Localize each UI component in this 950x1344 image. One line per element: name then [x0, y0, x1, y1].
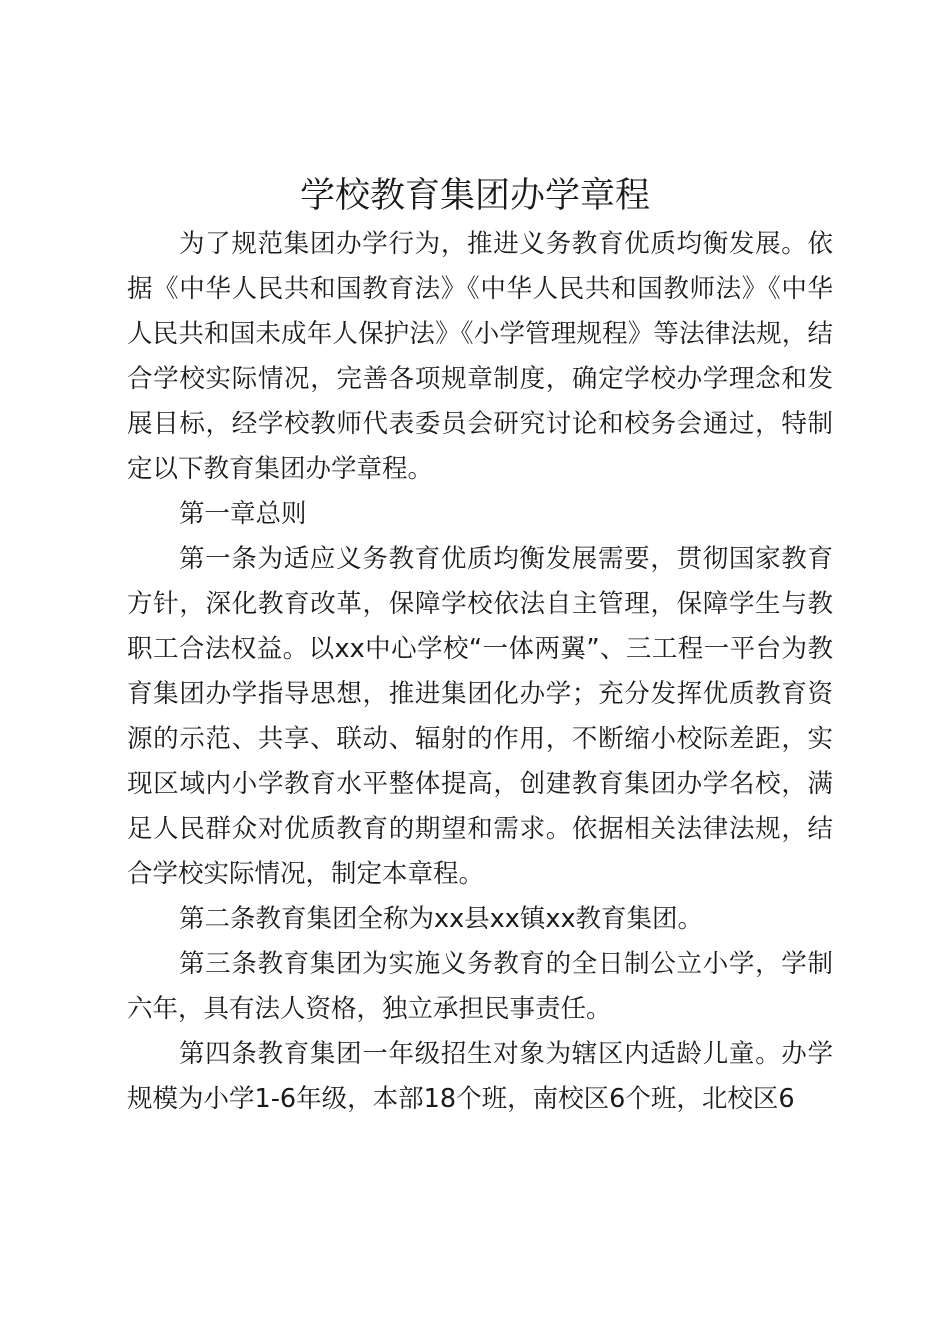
article-paragraph: 第二条教育集团全称为xx县xx镇xx教育集团。 — [179, 904, 704, 934]
document-body — [127, 222, 833, 1122]
document-title: 学校教育集团办学章程 — [299, 176, 650, 216]
article-paragraph: 第一条为适应义务教育优质均衡发展需要，贯彻国家教育方针，深化教育改革，保障学校依法自主管理，保障学生与教职工合法权益。以xx中心学校“一体两翼”、三工程一平台为教育集团办学指导思想，推进集团化办学；充分发挥优质教育资源的示范、共享、联动、辐射的作用，不断缩小校际差距，实现区域内小学教育水平整体提高，创建教育集团办学名校，满足人民群众对优质教育的期望和需求。依据相关法律法规，结合学校实际情况，制定本章程。 — [127, 544, 833, 889]
article-paragraph: 第四条教育集团一年级招生对象为辖区内适龄儿童。办学规模为小学1-6年级，本部18个班，南校区6个班，北校区6 — [127, 1039, 833, 1114]
chapter-heading: 第一章总则 — [179, 499, 307, 529]
preamble-paragraph: 为了规范集团办学行为，推进义务教育优质均衡发展。依据《中华人民共和国教育法》《中华人民共和国教师法》《中华人民共和国未成年人保护法》《小学管理规程》等法律法规，结合学校实际情况，完善各项规章制度，确定学校办学理念和发展目标，经学校教师代表委员会研究讨论和校务会通过，特制定以下教育集团办学章程。 — [127, 229, 833, 484]
article-paragraph: 第三条教育集团为实施义务教育的全日制公立小学，学制六年，具有法人资格，独立承担民事责任。 — [127, 949, 833, 1024]
